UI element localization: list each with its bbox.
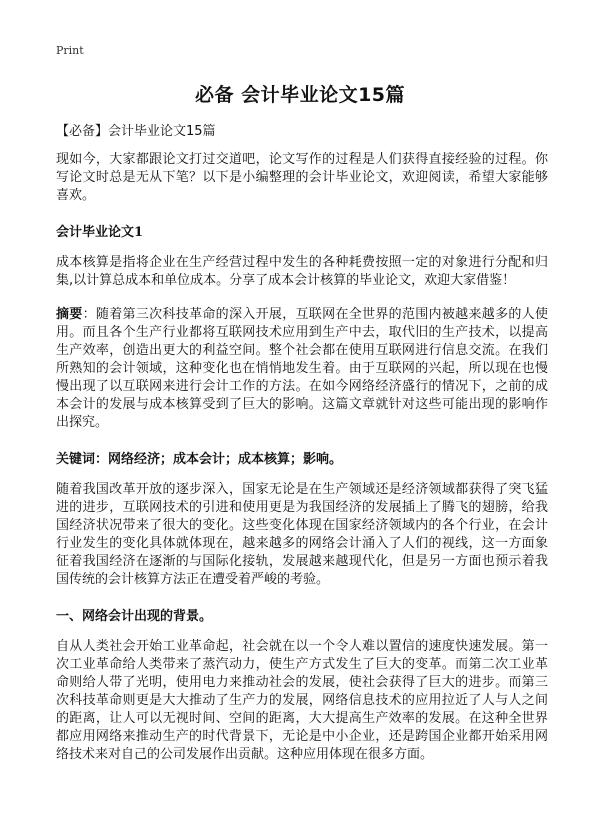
- document-body: [56, 151, 548, 780]
- print-label: Print: [56, 44, 84, 57]
- abstract-paragraph: [56, 306, 548, 432]
- document-subtitle: 【必备】会计毕业论文15篇: [56, 124, 216, 139]
- section1-heading: 会计毕业论文1: [56, 225, 144, 240]
- section1-paragraph: 成本核算是指将企业在生产经营过程中发生的各种耗费按照一定的对象进行分配和归集,以计算总成本和单位成本。分享了成本会计核算的毕业论文，欢迎大家借鉴！: [56, 255, 548, 288]
- section2-heading: 一、网络会计出现的背景。: [56, 609, 213, 624]
- document-title: 必备 会计毕业论文15篇: [194, 84, 406, 106]
- reform-paragraph: 随着我国改革开放的逐步深入，国家无论是在生产领域还是经济领域都获得了突飞猛进的进步，互联网技术的引进和使用更是为我国经济的发展插上了腾飞的翅膀，给我国经济状况带来了很大的变化。这些变化体现在国家经济领域内的各个行业，在会计行业发生的变化具体就体现在，越来越多的网络会计涌入了人们的视线，这一方面象征着我国经济在逐渐的与国际化接轨，发展越来越现代化，但是另一方面也预示着我国传统的会计核算方法正在遭受着严峻的考验。: [56, 482, 548, 587]
- background-paragraph: 自从人类社会开始工业革命起，社会就在以一个令人难以置信的速度快速发展。第一次工业革命给人类带来了蒸汽动力，使生产方式发生了巨大的变革。而第二次工业革命则给人带了光明，使用电力来推动社会的发展，使社会获得了巨大的进步。而第三次科技革命则更是大大推动了生产力的发展，网络信息技术的应用拉近了人与人之间的距离，让人可以无视时间、空间的距离，大大提高生产效率的发展。在这种全世界都应用网络来推动生产的时代背景下，无论是中小企业，还是跨国企业都开始采用网络技术来对自己的公司发展作出贡献。这种应用体现在很多方面。: [56, 639, 548, 762]
- abstract-text: ：随着第三次科技革命的深入开展，互联网在全世界的范围内被越来越多的人使用。而且各个生产行业都将互联网技术应用到生产中去，取代旧的生产技术，以提高生产效率，创造出更大的利益空间。整个社会都在使用互联网进行信息交流。在我们所熟知的会计领域，这种变化也在悄悄地发生着。由于互联网的兴起，所以现在也慢慢出现了以互联网来进行会计工作的方法。在如今网络经济盛行的情况下，之前的成本会计的发展与成本核算受到了巨大的影响。这篇文章就针对这些可能出现的影响作出探究。: [56, 307, 548, 430]
- intro-paragraph: 现如今，大家都跟论文打过交道吧，论文写作的过程是人们获得直接经验的过程。你写论文时总是无从下笔？以下是小编整理的会计毕业论文，欢迎阅读，希望大家能够喜欢。: [56, 152, 548, 203]
- keywords-line: 关键词：网络经济；成本会计；成本核算；影响。: [56, 452, 343, 467]
- abstract-label: 摘要: [56, 307, 83, 322]
